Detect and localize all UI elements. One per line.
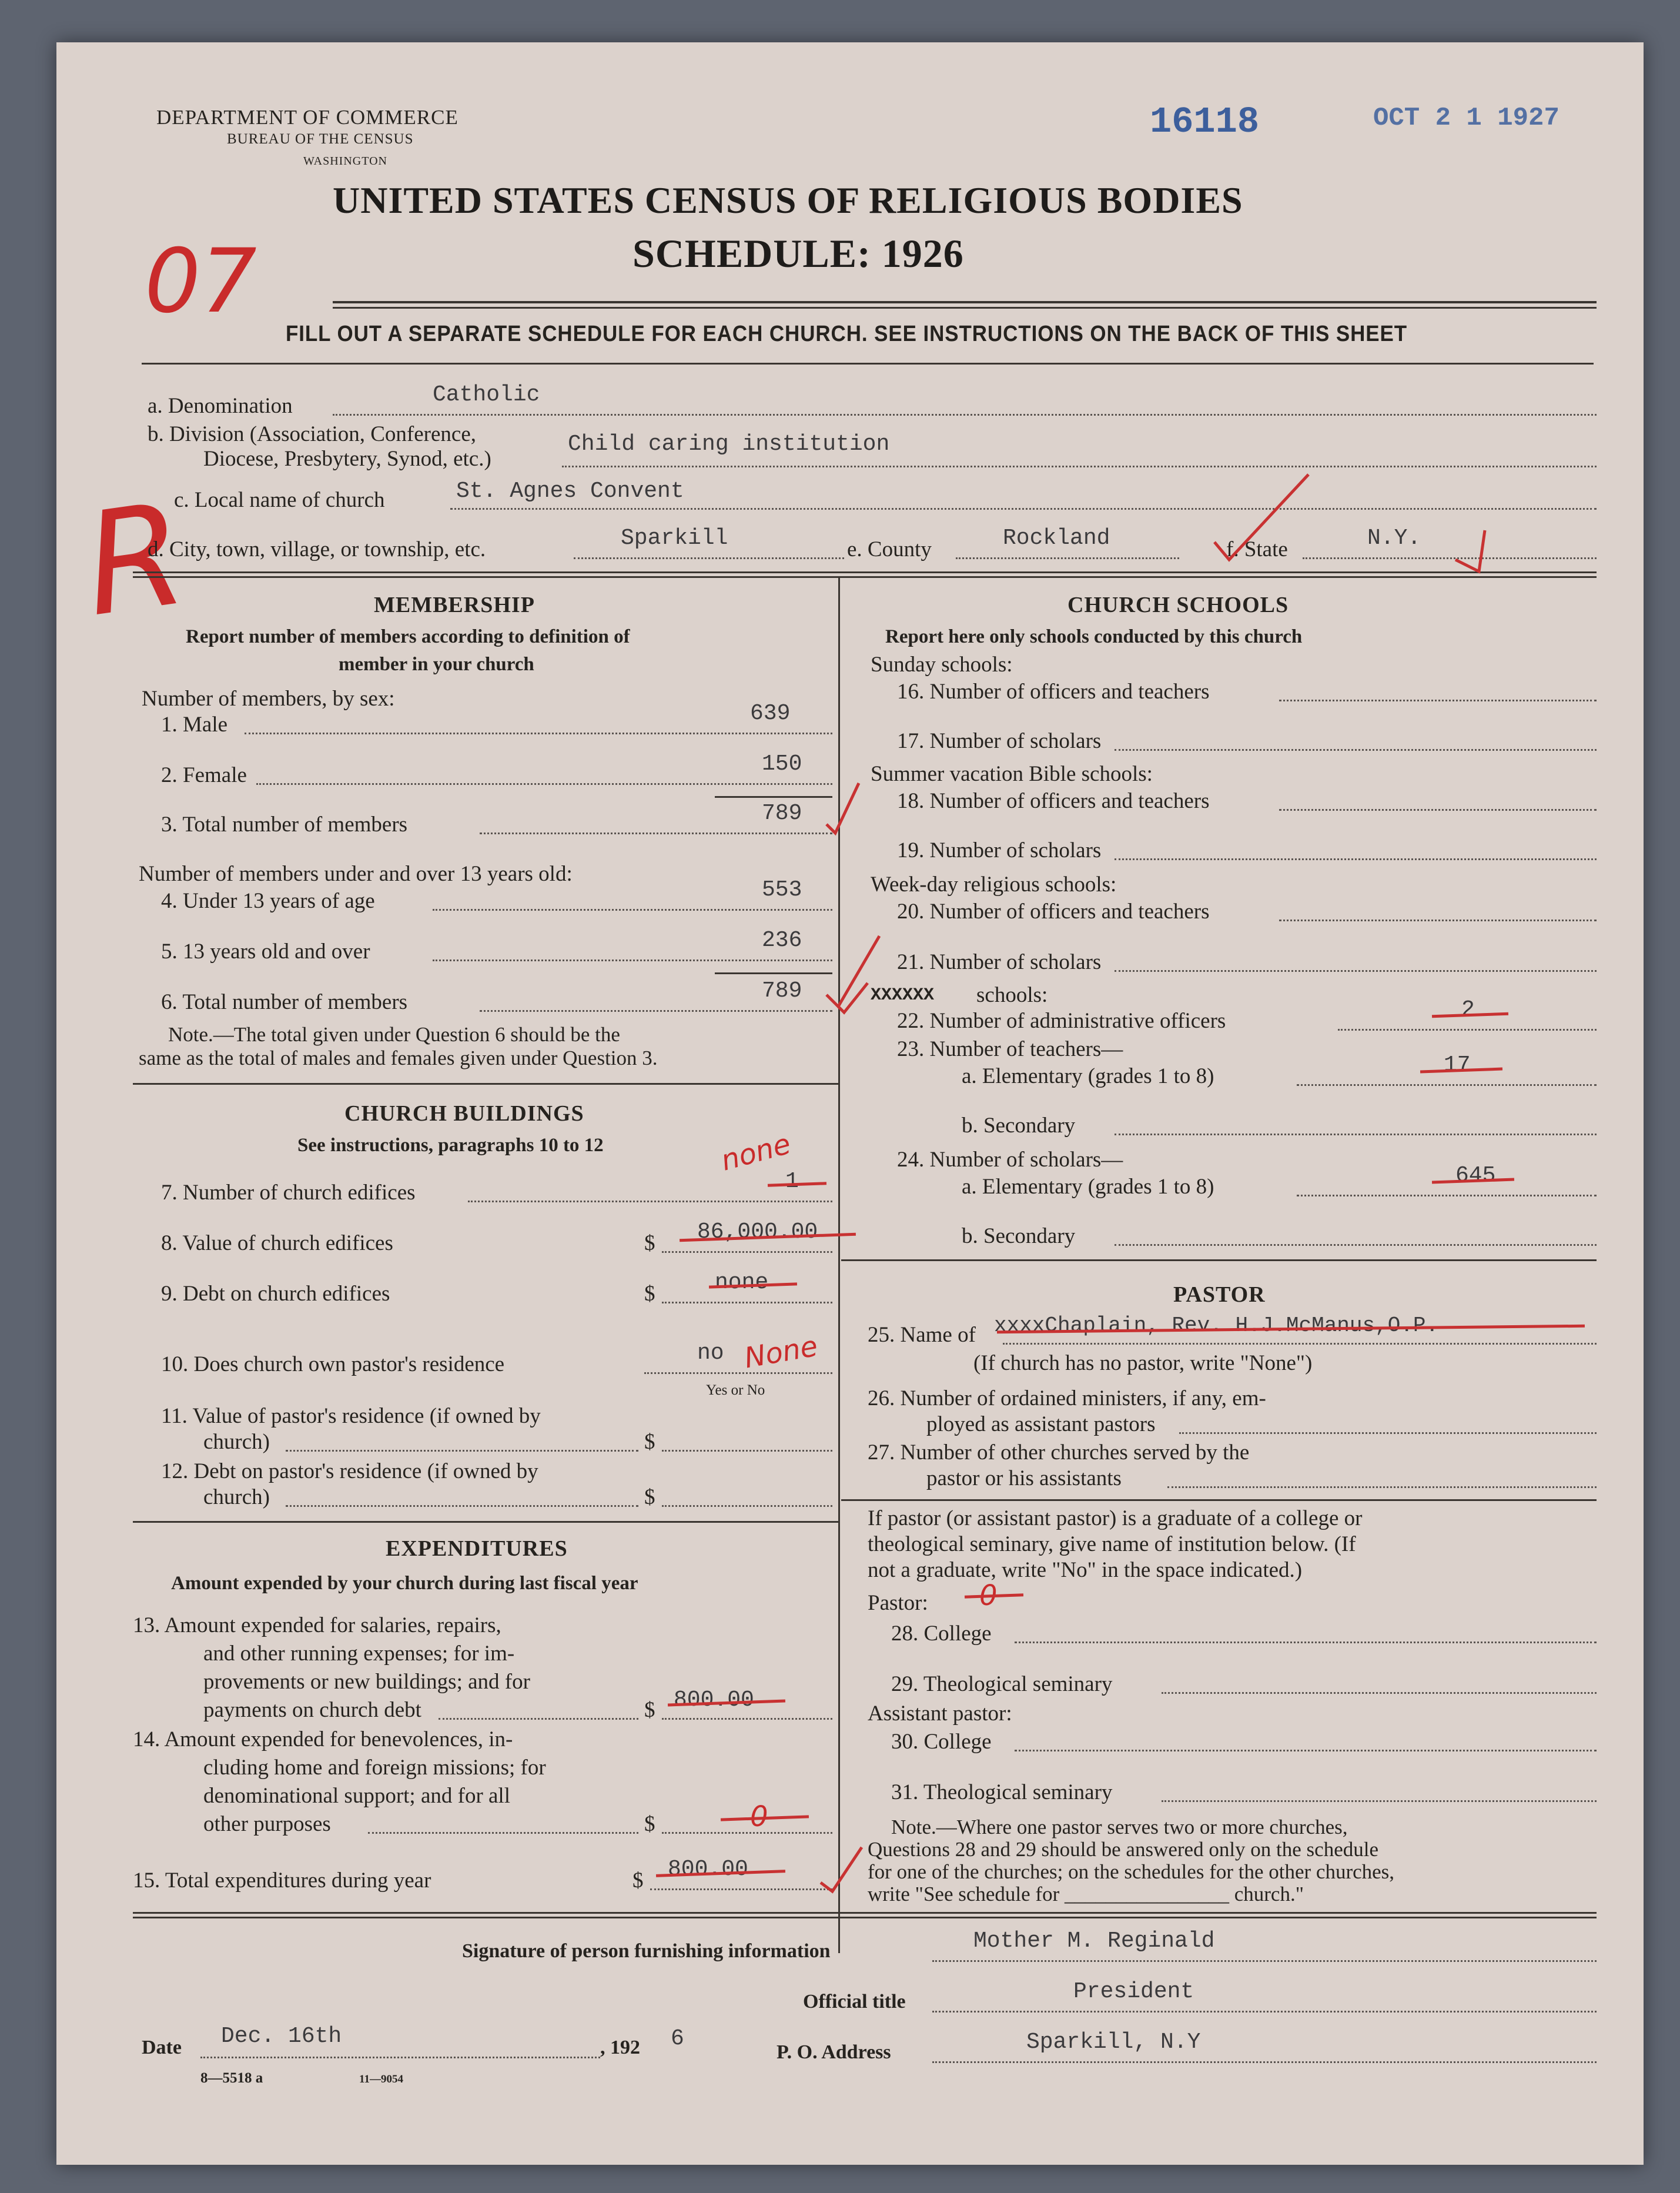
q20-label: 20. Number of officers and teachers [897, 900, 1210, 924]
pastor-note-2: Questions 28 and 29 should be answered only on the schedule [868, 1838, 1379, 1861]
q15-label: 15. Total expenditures during year [133, 1868, 431, 1893]
po-address-label: P. O. Address [777, 2041, 891, 2063]
q14-dollar: $ [644, 1812, 655, 1836]
pastor-note-4: write "See schedule for ________________ church." [868, 1883, 1304, 1905]
date-label: Date [142, 2037, 182, 2058]
q18-label: 18. Number of officers and teachers [897, 789, 1210, 813]
q28-label: 28. College [891, 1622, 992, 1646]
q30-label: 30. College [891, 1730, 992, 1754]
local-name-value[interactable]: St. Agnes Convent [456, 479, 684, 504]
parochial-overtype: XXXXXX [871, 985, 935, 1005]
form-number-2: 11—9054 [359, 2073, 403, 2085]
expenditures-heading: EXPENDITURES [386, 1536, 568, 1561]
year-value[interactable]: 6 [671, 2026, 684, 2051]
q31-label: 31. Theological seminary [891, 1780, 1113, 1804]
bureau-city: WASHINGTON [303, 155, 387, 168]
q12-dollar: $ [644, 1485, 655, 1509]
q26-label-1: 26. Number of ordained ministers, if any, em- [868, 1386, 1266, 1410]
q13-value[interactable]: 800.00 [674, 1687, 754, 1713]
membership-note-1: Note.—The total given under Question 6 should be the [168, 1023, 620, 1046]
q22-value[interactable]: 2 [1461, 997, 1475, 1022]
q14-label-3: denominational support; and for all [203, 1784, 510, 1808]
q23a-value[interactable]: 17 [1444, 1052, 1471, 1078]
q26-label-2: ployed as assistant pastors [926, 1412, 1156, 1436]
pastor-note-3: for one of the churches; on the schedules for the other churches, [868, 1860, 1395, 1883]
membership-sub-2: member in your church [339, 654, 534, 675]
sunday-label: Sunday schools: [871, 653, 1013, 677]
q21-label: 21. Number of scholars [897, 950, 1102, 974]
q13-label-3: provements or new buildings; and for [203, 1670, 530, 1694]
q23a-label: a. Elementary (grades 1 to 8) [962, 1064, 1214, 1088]
pastor-grad-value[interactable]: 0 [979, 1579, 998, 1612]
division-label-1: b. Division (Association, Conference, [148, 422, 476, 446]
state-label: f. State [1226, 537, 1288, 561]
schedule-title: SCHEDULE: 1926 [632, 231, 964, 276]
q10-hint: Yes or No [706, 1382, 765, 1398]
q25-label: 25. Name of [868, 1323, 976, 1347]
q14-label-4: other purposes [203, 1812, 331, 1836]
q6-value[interactable]: 789 [762, 978, 802, 1004]
denomination-label: a. Denomination [148, 394, 293, 418]
q25-value[interactable]: xxxxChaplain, Rev. H.J.McManus,O.P. [994, 1313, 1439, 1338]
buildings-heading: CHURCH BUILDINGS [344, 1101, 584, 1126]
q14-value[interactable]: 0 [750, 1800, 768, 1833]
official-title-label: Official title [803, 1991, 906, 2013]
schools-heading: CHURCH SCHOOLS [1067, 593, 1289, 617]
check-mark-q3 [826, 783, 859, 833]
q24a-label: a. Elementary (grades 1 to 8) [962, 1175, 1214, 1199]
q22-label: 22. Number of administrative officers [897, 1009, 1226, 1033]
pastor-note-1: Note.—Where one pastor serves two or more churches, [891, 1816, 1348, 1838]
q13-label-2: and other running expenses; for im- [203, 1642, 515, 1666]
by-sex-label: Number of members, by sex: [142, 687, 395, 711]
q13-dollar: $ [644, 1698, 655, 1722]
q10-value[interactable]: no [697, 1340, 724, 1366]
county-label: e. County [847, 537, 932, 561]
check-mark-q6 [826, 936, 879, 1007]
q19-label: 19. Number of scholars [897, 838, 1102, 863]
city-label: d. City, town, village, or township, etc. [148, 537, 486, 561]
assistant-sublabel: Assistant pastor: [868, 1701, 1012, 1726]
division-value[interactable]: Child caring institution [568, 432, 890, 457]
q9-dollar: $ [644, 1282, 655, 1306]
grad-text-3: not a graduate, write "No" in the space indicated.) [868, 1558, 1303, 1582]
q9-value[interactable]: none [715, 1270, 769, 1295]
q24a-value[interactable]: 645 [1455, 1163, 1496, 1188]
q14-label-1: 14. Amount expended for benevolences, in- [133, 1727, 513, 1751]
q15-dollar: $ [632, 1868, 644, 1893]
q9-label: 9. Debt on church edifices [161, 1282, 390, 1306]
q1-label: 1. Male [161, 713, 228, 737]
stamp-number: 16118 [1150, 101, 1260, 143]
form-number-1: 8—5518 a [200, 2070, 263, 2086]
department-name: DEPARTMENT OF COMMERCE [156, 106, 459, 129]
red-check-marks [56, 42, 1644, 2165]
q27-label-1: 27. Number of other churches served by the [868, 1440, 1250, 1465]
q23-label: 23. Number of teachers— [897, 1037, 1123, 1061]
membership-heading: MEMBERSHIP [374, 593, 535, 617]
q12-label-2: church) [203, 1485, 270, 1509]
q23b-label: b. Secondary [962, 1114, 1076, 1138]
q8-dollar: $ [644, 1231, 655, 1255]
po-address-value[interactable]: Sparkill, N.Y [1026, 2030, 1201, 2055]
q7-red-note: none [717, 1127, 794, 1178]
q3-value[interactable]: 789 [762, 801, 802, 826]
weekday-label: Week-day religious schools: [871, 872, 1117, 897]
instruction-banner: FILL OUT A SEPARATE SCHEDULE FOR EACH CHURCH. SEE INSTRUCTIONS ON THE BACK OF THIS SHEET [286, 322, 1408, 346]
parochial-label: schools: [976, 983, 1048, 1007]
membership-note-2: same as the total of males and females given under Question 3. [139, 1047, 658, 1069]
official-title-value[interactable]: President [1073, 1979, 1194, 2004]
q5-value[interactable]: 236 [762, 928, 802, 953]
division-label-2: Diocese, Presbytery, Synod, etc.) [203, 447, 491, 471]
q13-label-1: 13. Amount expended for salaries, repairs, [133, 1613, 501, 1637]
q13-label-4: payments on church debt [203, 1698, 421, 1722]
q2-label: 2. Female [161, 763, 247, 787]
check-mark-state-b [1455, 530, 1485, 571]
denomination-value[interactable]: Catholic [433, 382, 540, 407]
date-value[interactable]: Dec. 16th [221, 2024, 342, 2049]
q14-label-2: cluding home and foreign missions; for [203, 1756, 546, 1780]
q5-label: 5. 13 years old and over [161, 940, 370, 964]
bureau-name: BUREAU OF THE CENSUS [227, 131, 414, 147]
pastor-sublabel: Pastor: [868, 1591, 928, 1615]
q6-label: 6. Total number of members [161, 990, 408, 1014]
summer-label: Summer vacation Bible schools: [871, 762, 1153, 786]
q12-label-1: 12. Debt on pastor's residence (if owned by [161, 1459, 538, 1483]
census-schedule-sheet [56, 42, 1644, 2165]
q8-label: 8. Value of church edifices [161, 1231, 393, 1255]
signature-value[interactable]: Mother M. Reginald [973, 1928, 1215, 1954]
pastor-heading: PASTOR [1173, 1282, 1266, 1307]
check-mark-state [1214, 474, 1308, 560]
q7-value[interactable]: 1 [785, 1169, 799, 1194]
q4-label: 4. Under 13 years of age [161, 889, 375, 913]
received-date-stamp: OCT 2 1 1927 [1373, 103, 1559, 133]
q8-value[interactable]: 86,000.00 [697, 1219, 818, 1245]
membership-sub-1: Report number of members according to definition of [186, 626, 630, 647]
q17-label: 17. Number of scholars [897, 729, 1102, 753]
expenditures-sub: Amount expended by your church during last fiscal year [171, 1573, 638, 1594]
q15-value[interactable]: 800.00 [668, 1857, 748, 1882]
q24b-label: b. Secondary [962, 1224, 1076, 1248]
buildings-sub: See instructions, paragraphs 10 to 12 [297, 1135, 604, 1156]
form-title: UNITED STATES CENSUS OF RELIGIOUS BODIES [333, 179, 1243, 221]
red-ink-code: 07 [145, 230, 257, 333]
q25-hint: (If church has no pastor, write "None") [973, 1351, 1313, 1375]
schools-sub: Report here only schools conducted by this church [885, 626, 1303, 647]
grad-text-2: theological seminary, give name of institution below. (If [868, 1532, 1356, 1556]
check-mark-q15 [821, 1847, 862, 1891]
q10-red-note: None [742, 1329, 821, 1375]
q11-dollar: $ [644, 1430, 655, 1454]
q3-label: 3. Total number of members [161, 813, 408, 837]
by-age-label: Number of members under and over 13 years old: [139, 862, 573, 886]
q24-label: 24. Number of scholars— [897, 1148, 1123, 1172]
city-value[interactable]: Sparkill [621, 526, 728, 551]
red-ink-mark: R [75, 471, 195, 648]
q11-label-2: church) [203, 1430, 270, 1454]
grad-text-1: If pastor (or assistant pastor) is a graduate of a college or [868, 1506, 1363, 1530]
q16-label: 16. Number of officers and teachers [897, 680, 1210, 704]
q11-label-1: 11. Value of pastor's residence (if owned by [161, 1404, 541, 1428]
q4-value[interactable]: 553 [762, 877, 802, 902]
q7-label: 7. Number of church edifices [161, 1181, 416, 1205]
local-name-label: c. Local name of church [174, 488, 385, 512]
state-value[interactable]: N.Y. [1367, 526, 1421, 551]
year-label: , 192 [600, 2037, 640, 2058]
q10-label: 10. Does church own pastor's residence [161, 1352, 505, 1376]
q2-value[interactable]: 150 [762, 751, 802, 777]
signature-label: Signature of person furnishing information [462, 1940, 831, 1962]
q29-label: 29. Theological seminary [891, 1672, 1113, 1696]
q27-label-2: pastor or his assistants [926, 1466, 1122, 1490]
county-value[interactable]: Rockland [1003, 526, 1110, 551]
q1-value[interactable]: 639 [750, 701, 791, 726]
